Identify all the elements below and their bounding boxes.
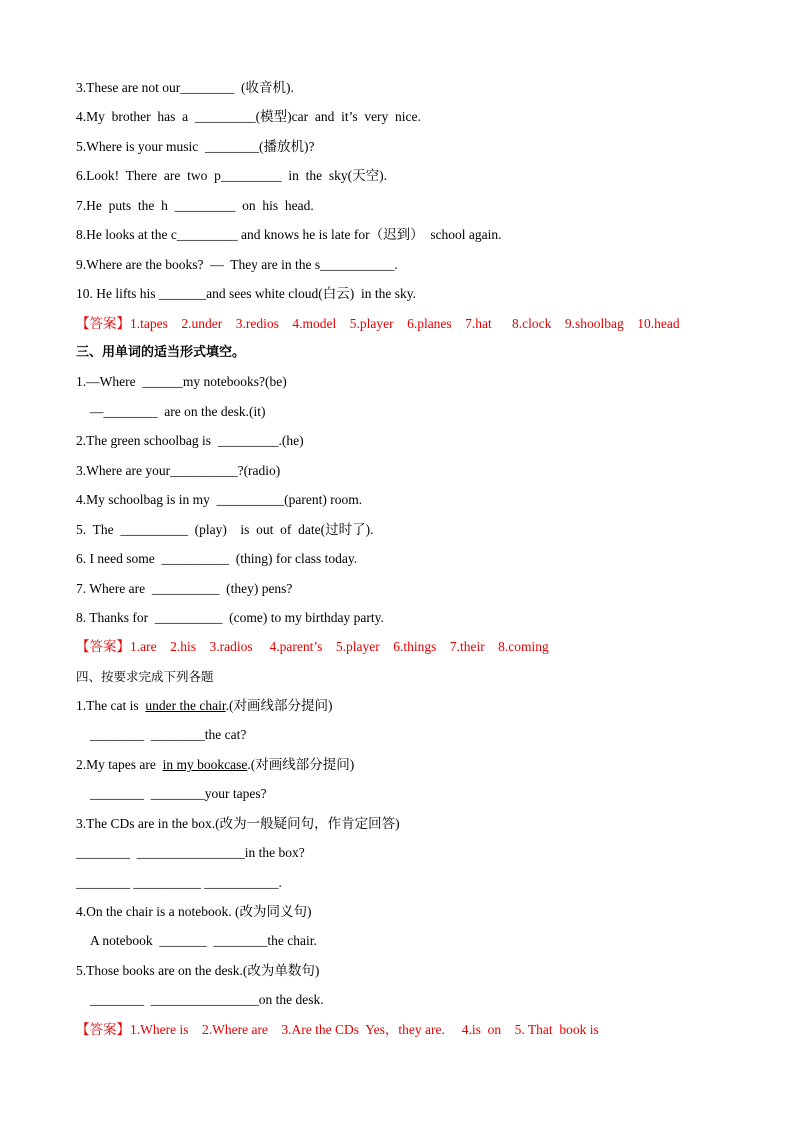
question-4-2-suffix: .(对画线部分提问) (247, 757, 355, 772)
question-4-3: 3.The CDs are in the box.(改为一般疑问句，作肯定回答) (76, 816, 400, 831)
question-3-2: 2.The green schoolbag is _________.(he) (76, 433, 304, 448)
question-4-4-blank: A notebook _______ ________the chair. (90, 933, 317, 948)
question-2-3: 3.These are not our________ (收音机). (76, 80, 294, 95)
question-3-4: 4.My schoolbag is in my __________(parent) room. (76, 492, 363, 507)
question-4-2-underlined: in my bookcase (162, 757, 248, 772)
question-4-1 (76, 696, 332, 716)
question-2-5: 5.Where is your music ________(播放机)? (76, 139, 315, 154)
section-4-heading: 四、按要求完成下列各题 (76, 669, 214, 684)
question-4-2 (76, 755, 354, 775)
question-4-4: 4.On the chair is a notebook. (改为同义句) (76, 904, 312, 919)
question-4-5-blank: ________ ________________on the desk. (90, 992, 324, 1007)
question-4-1-prefix: 1.The cat is (76, 698, 146, 713)
question-2-4: 4.My brother has a _________(模型)car and it’s very nice. (76, 109, 421, 124)
question-3-1-reply: —________ are on the desk.(it) (90, 404, 266, 419)
question-3-6: 6. I need some __________ (thing) for class today. (76, 551, 358, 566)
question-4-1-blank: ________ ________the cat? (90, 727, 247, 742)
question-4-2-prefix: 2.My tapes are (76, 757, 163, 772)
answer-section-4: 【答案】1.Where is 2.Where are 3.Are the CDs Yes，they are. 4.is on 5. That book is (76, 1022, 599, 1037)
question-4-2-blank: ________ ________your tapes? (90, 786, 267, 801)
question-3-1: 1.—Where ______my notebooks?(be) (76, 374, 287, 389)
question-2-7: 7.He puts the h _________ on his head. (76, 198, 314, 213)
question-4-3-blank-1: ________ ________________in the box? (76, 845, 305, 860)
answer-section-2: 【答案】1.tapes 2.under 3.redios 4.model 5.player 6.planes 7.hat 8.clock 9.shoolbag 10.head (76, 316, 680, 331)
question-2-9: 9.Where are the books? — They are in the s___________. (76, 257, 398, 272)
question-3-5: 5. The __________ (play) is out of date(过时了). (76, 522, 374, 537)
question-4-1-suffix: .(对画线部分提问) (225, 698, 333, 713)
answer-section-3: 【答案】1.are 2.his 3.radios 4.parent’s 5.player 6.things 7.their 8.coming (76, 639, 549, 654)
question-2-8: 8.He looks at the c_________ and knows he is late for（迟到） school again. (76, 227, 502, 242)
question-4-1-underlined: under the chair (145, 698, 226, 713)
question-2-6: 6.Look! There are two p_________ in the sky(天空). (76, 168, 387, 183)
question-4-5: 5.Those books are on the desk.(改为单数句) (76, 963, 320, 978)
question-3-7: 7. Where are __________ (they) pens? (76, 581, 293, 596)
question-3-8: 8. Thanks for __________ (come) to my birthday party. (76, 610, 384, 625)
question-3-3: 3.Where are your__________?(radio) (76, 463, 281, 478)
question-2-10: 10. He lifts his _______and sees white cloud(白云) in the sky. (76, 286, 416, 301)
question-4-3-blank-2: ________ __________ ___________. (76, 875, 282, 890)
section-3-heading: 三、用单词的适当形式填空。 (76, 345, 246, 360)
